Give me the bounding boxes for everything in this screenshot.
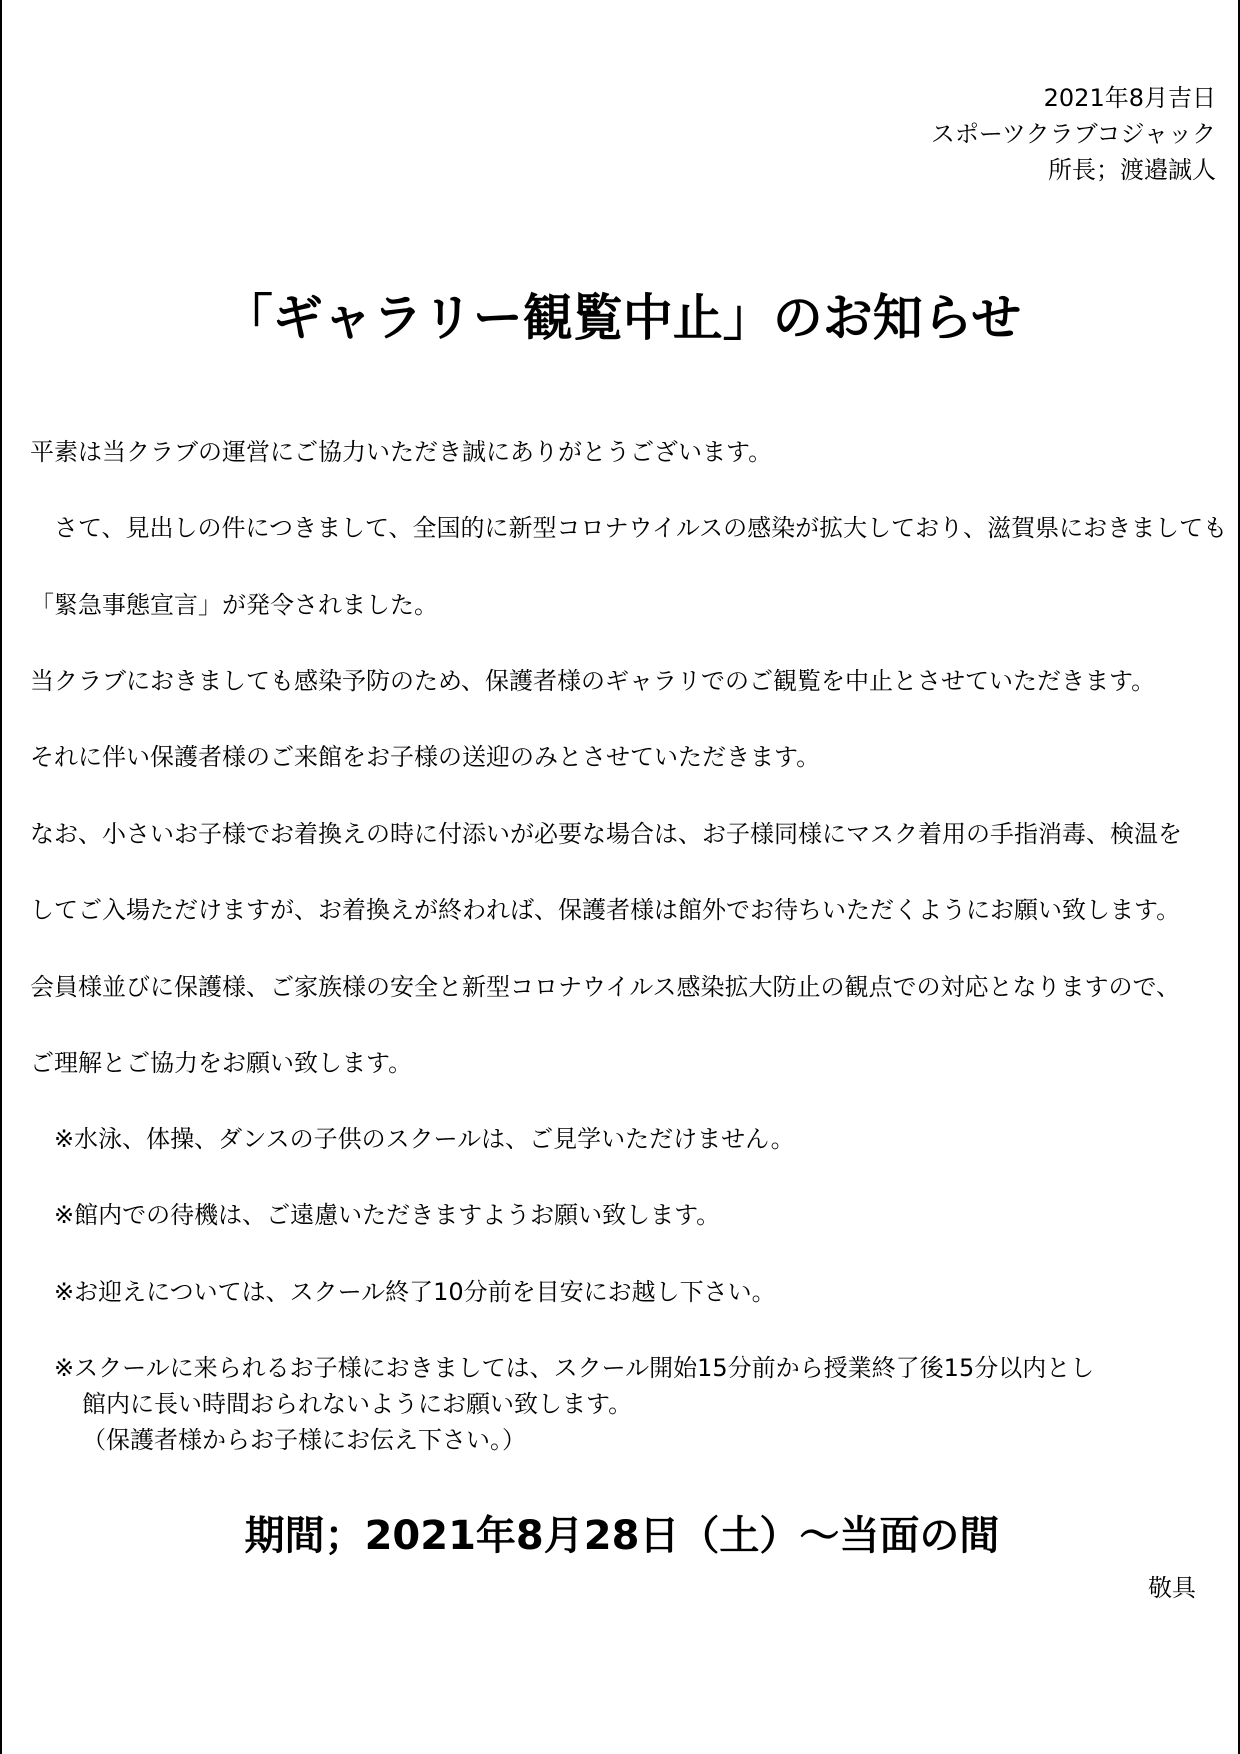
signer-name: 所長；渡邉誠人 — [1048, 156, 1216, 184]
body-line-4: それに伴い保護者様のご来館をお子様の送迎のみとさせていただきます。 — [30, 743, 821, 771]
body-line-2: 「緊急事態宣言」が発令されました。 — [30, 591, 438, 619]
note-4-line-1: ※スクールに来られるお子様におきましては、スクール開始15分前から授業終了後15分以内とし — [54, 1354, 1095, 1382]
note-3: ※お迎えについては、スクール終了10分前を目安にお越し下さい。 — [54, 1278, 776, 1306]
notice-title: 「ギャラリー観覧中止」のお知らせ — [222, 289, 1022, 347]
body-line-7: 会員様並びに保護様、ご家族様の安全と新型コロナウイルス感染拡大防止の観点での対応となりますので、 — [30, 973, 1181, 1001]
closing-word: 敬具 — [1148, 1574, 1196, 1602]
body-greeting: 平素は当クラブの運営にご協力いただき誠にありがとうございます。 — [30, 438, 773, 466]
body-line-8: ご理解とご協力をお願い致します。 — [30, 1049, 413, 1077]
note-4-line-2: 館内に長い時間おられないようにお願い致します。 — [82, 1390, 633, 1418]
notice-date: 2021年8月吉日 — [1043, 84, 1216, 112]
note-4-line-3: （保護者様からお子様にお伝え下さい。） — [82, 1426, 526, 1454]
organization-name: スポーツクラブコジャック — [930, 120, 1216, 148]
body-line-3: 当クラブにおきましても感染予防のため、保護者様のギャラリでのご観覧を中止とさせていただきます。 — [30, 667, 1156, 695]
body-line-1: さて、見出しの件につきまして、全国的に新型コロナウイルスの感染が拡大しており、滋賀県におきましても — [30, 514, 1228, 542]
period-statement: 期間；2021年8月28日（土）～当面の間 — [244, 1513, 1000, 1559]
header-block — [931, 80, 1216, 188]
note-1: ※水泳、体操、ダンスの子供のスクールは、ご見学いただけません。 — [54, 1125, 795, 1153]
body-line-5: なお、小さいお子様でお着換えの時に付添いが必要な場合は、お子様同様にマスク着用の手指消毒、検温を — [30, 820, 1182, 848]
note-2: ※館内での待機は、ご遠慮いただきますようお願い致します。 — [54, 1201, 721, 1229]
body-line-6: してご入場ただけますが、お着換えが終われば、保護者様は館外でお待ちいただくようにお願い致します。 — [30, 896, 1181, 924]
